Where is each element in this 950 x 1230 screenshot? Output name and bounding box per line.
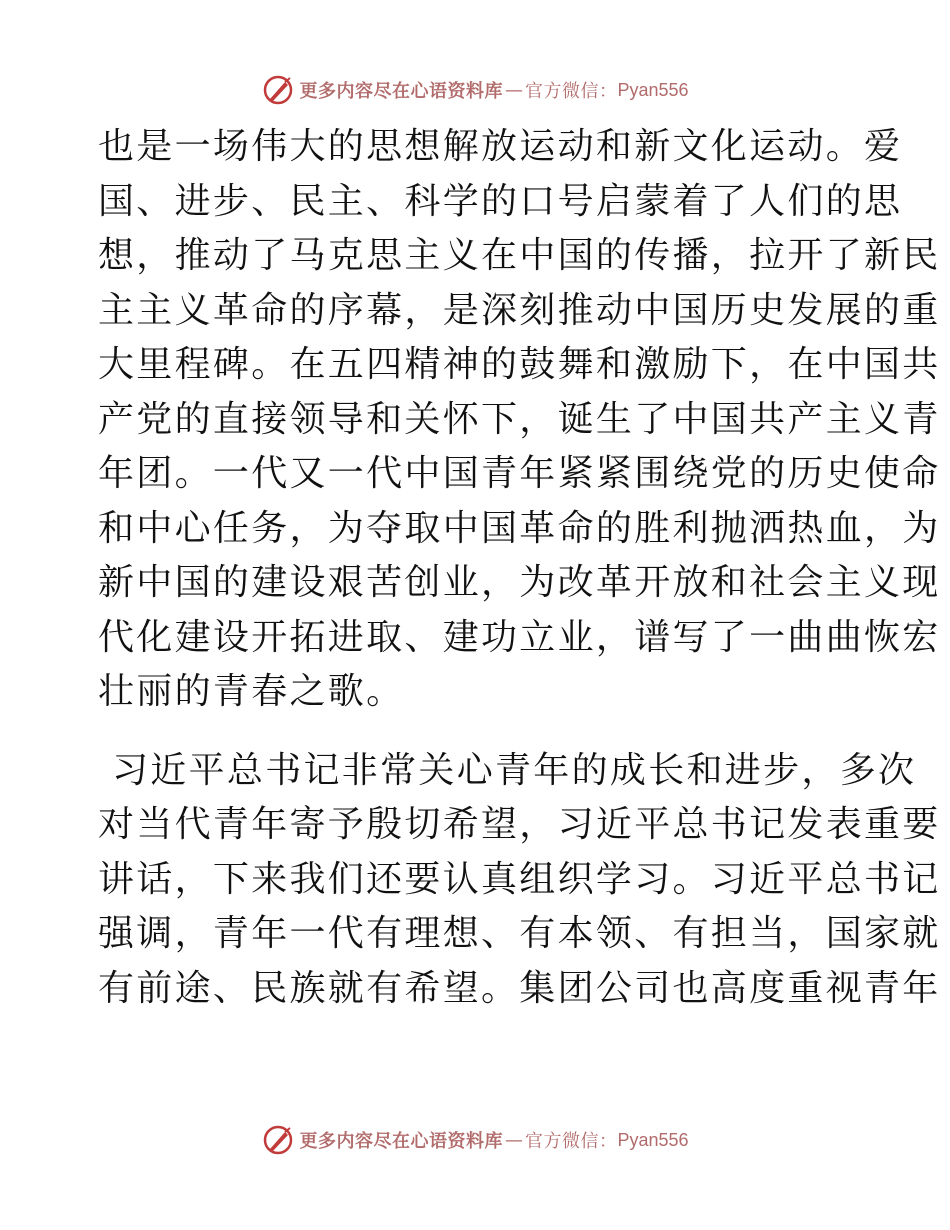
text-line: 对当代青年寄予殷切希望，习近平总书记发表重要 (98, 804, 941, 845)
watermark-wechat-id: Pyan556 (617, 1129, 689, 1150)
text-line: 有前途、民族就有希望。集团公司也高度重视青年 (98, 967, 941, 1009)
watermark-wechat-id: Pyan556 (617, 79, 689, 100)
footer-watermark (0, 1122, 950, 1158)
quill-logo-icon (261, 1123, 295, 1157)
paragraph-2 (98, 744, 941, 1017)
quill-logo-icon (261, 73, 295, 107)
text-line: 主主义革命的序幕，是深刻推动中国历史发展的重 (98, 289, 941, 331)
text-line: 强调，青年一代有理想、有本领、有担当，国家就 (98, 913, 941, 954)
watermark-site-text: 更多内容尽在心语资料库 (299, 81, 503, 102)
watermark-site-text: 更多内容尽在心语资料库 (299, 1131, 503, 1152)
text-line: 新中国的建设艰苦创业，为改革开放和社会主义现 (98, 562, 941, 603)
watermark-separator: — (504, 79, 523, 101)
watermark-label: 官方微信： (524, 1131, 618, 1152)
text-line: 年团。一代又一代中国青年紧紧围绕党的历史使命 (98, 453, 941, 494)
text-line: 大里程碑。在五四精神的鼓舞和激励下，在中国共 (98, 344, 941, 385)
text-line: 代化建设开拓进取、建功立业，谱写了一曲曲恢宏 (98, 616, 941, 658)
paragraph-1 (98, 120, 941, 720)
text-line: 和中心任务，为夺取中国革命的胜利抛洒热血，为 (98, 507, 941, 549)
text-line: 讲话，下来我们还要认真组织学习。习近平总书记 (98, 858, 941, 900)
text-line: 产党的直接领导和关怀下，诞生了中国共产主义青 (98, 398, 941, 440)
document-body (98, 120, 941, 1016)
paragraph-gap (98, 720, 850, 744)
watermark-separator: — (504, 1129, 523, 1151)
header-watermark (0, 72, 950, 108)
text-line: 国、进步、民主、科学的口号启蒙着了人们的思 (98, 180, 903, 222)
text-line: 也是一场伟大的思想解放运动和新文化运动。爱 (98, 126, 903, 167)
watermark-label: 官方微信： (524, 81, 618, 102)
text-line: 壮丽的青春之歌。 (98, 671, 405, 712)
text-line: 想，推动了马克思主义在中国的传播，拉开了新民 (98, 235, 941, 276)
text-line: 习近平总书记非常关心青年的成长和进步，多次 (112, 749, 917, 791)
